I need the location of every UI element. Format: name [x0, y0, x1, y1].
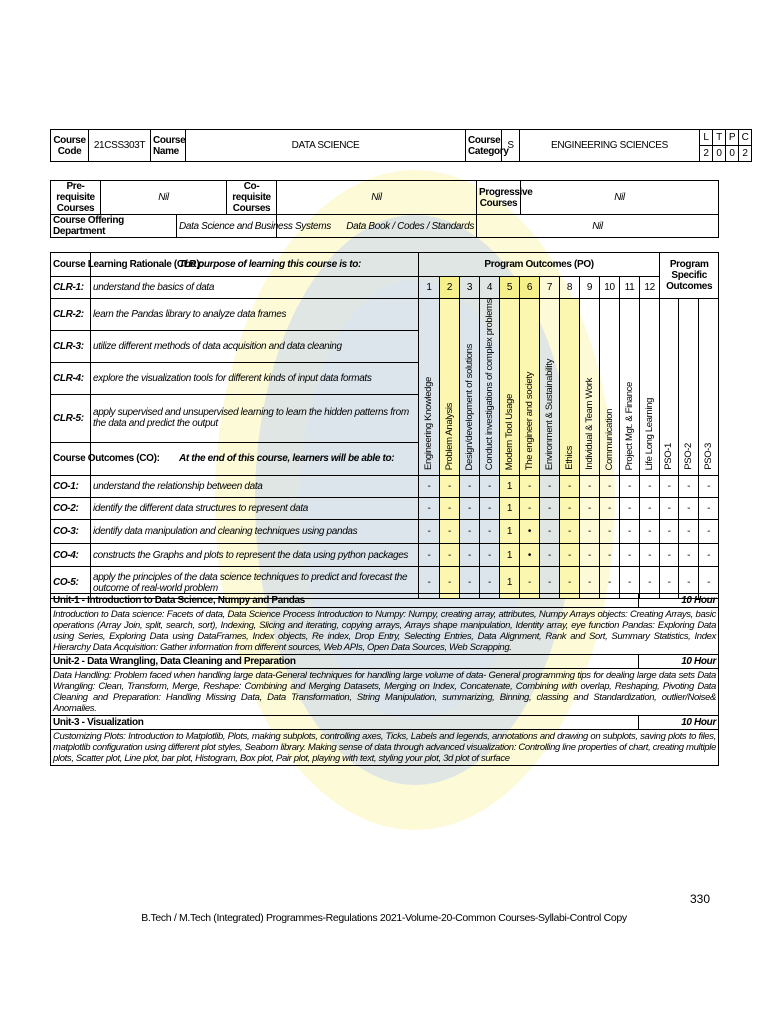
progressive-label: Progressive Courses	[477, 181, 521, 215]
prereq-value: Nil	[101, 181, 227, 215]
course-name: DATA SCIENCE	[186, 130, 466, 162]
po-name: Design/development of solutions	[463, 343, 475, 471]
unit-description-row	[51, 669, 719, 716]
databook-label: Data Book / Codes / Standards	[277, 215, 477, 238]
co-mapping-cell: -	[419, 567, 440, 599]
clr-text: utilize different methods of data acquisition and data cleaning	[91, 331, 419, 363]
pso-name: PSO-2	[682, 443, 694, 471]
po-name: Modern Tool Usage	[503, 393, 515, 471]
course-outcomes-rows	[51, 476, 719, 599]
co-mapping-cell: -	[440, 567, 460, 599]
co-mapping-cell: -	[480, 498, 500, 520]
co-mapping-cell: -	[480, 567, 500, 599]
unit-description: Data Handling: Problem faced when handling large data-General techniques for handling large volume of data- General programming tips for dealing large data sets Data Wrangling: Clean, Transform, Merge, Reshape: Combining and Merging Datasets, Merging on Index, Concatenate, Combining with overlap, Reshaping, Pivoting Data Cleaning and Preparation: Handling Missing Data, Data Transformation, String Manipulation, summarizing, Binning, classing and Standardization, outlier/Noise& Anomalies.	[51, 669, 719, 716]
co-mapping-cell: -	[699, 567, 719, 599]
po-name: Project Mgt. & Finance	[623, 381, 635, 471]
page-footer: B.Tech / M.Tech (Integrated) Programmes-Regulations 2021-Volume-20-Common Courses-Syllabi-Control Copy	[141, 912, 627, 924]
co-text: identify the different data structures to represent data	[91, 498, 419, 520]
unit-hours: 10 Hour	[639, 716, 719, 730]
co-row	[51, 544, 719, 567]
po-name: Ethics	[563, 446, 575, 471]
co-mapping-cell: -	[419, 544, 440, 567]
po-number: 10	[600, 277, 620, 299]
unit-header-row	[51, 655, 719, 669]
po-number: 4	[480, 277, 500, 299]
co-mapping-cell: -	[640, 544, 660, 567]
co-id: CO-2:	[51, 498, 91, 520]
co-mapping-cell: -	[480, 544, 500, 567]
co-mapping-cell: -	[460, 567, 480, 599]
co-mapping-cell: -	[460, 476, 480, 498]
co-mapping-cell: -	[419, 498, 440, 520]
co-mapping-cell: -	[640, 520, 660, 544]
co-mapping-cell: -	[560, 544, 580, 567]
co-mapping-cell: -	[520, 476, 540, 498]
co-mapping-cell: -	[620, 520, 640, 544]
co-mapping-cell: -	[540, 567, 560, 599]
co-mapping-cell: -	[580, 544, 600, 567]
unit-title: Unit-2 - Data Wrangling, Data Cleaning and Preparation	[51, 655, 639, 669]
co-id: CO-4:	[51, 544, 91, 567]
clr-id: CLR-3:	[51, 331, 91, 363]
co-mapping-cell: -	[660, 498, 679, 520]
page-number: 330	[690, 892, 711, 906]
co-mapping-cell: -	[699, 476, 719, 498]
unit-header-row	[51, 716, 719, 730]
co-mapping-cell: -	[580, 567, 600, 599]
unit-title: Unit-1 - Introduction to Data Science, Numpy and Pandas	[51, 594, 639, 608]
co-mapping-cell: -	[419, 520, 440, 544]
co-mapping-cell: -	[440, 476, 460, 498]
co-mapping-cell: -	[679, 476, 699, 498]
pso-title: Program Specific Outcomes	[660, 253, 719, 299]
co-mapping-cell: -	[660, 544, 679, 567]
co-mapping-cell: -	[640, 567, 660, 599]
po-number: 8	[560, 277, 580, 299]
co-mapping-cell: -	[600, 520, 620, 544]
po-number: 12	[640, 277, 660, 299]
po-number: 3	[460, 277, 480, 299]
co-mapping-cell: -	[460, 498, 480, 520]
co-mapping-cell: -	[660, 520, 679, 544]
co-mapping-cell: 1	[500, 520, 520, 544]
ltpc-label-l: L	[700, 130, 713, 146]
clr-id: CLR-4:	[51, 363, 91, 395]
co-mapping-cell: -	[660, 476, 679, 498]
co-mapping-cell: -	[640, 498, 660, 520]
prerequisites-table	[50, 180, 719, 238]
outcomes-matrix-table	[50, 252, 719, 599]
pso-name: PSO-1	[663, 443, 675, 471]
coreq-value: Nil	[277, 181, 477, 215]
units-table	[50, 593, 719, 766]
co-mapping-cell: -	[460, 544, 480, 567]
co-mapping-cell: 1	[500, 498, 520, 520]
databook-value: Nil	[477, 215, 719, 238]
co-mapping-cell: -	[620, 476, 640, 498]
co-mapping-cell: 1	[500, 476, 520, 498]
ltpc-value-p: 0	[726, 146, 739, 162]
po-name: Conduct investigations of complex problems	[483, 299, 495, 471]
co-mapping-cell: -	[560, 476, 580, 498]
co-mapping-cell: -	[480, 476, 500, 498]
clr-header-label: Course Learning Rationale (CLR):	[51, 253, 91, 277]
co-mapping-cell: -	[620, 567, 640, 599]
ltpc-value-c: 2	[739, 146, 752, 162]
co-mapping-cell: 1	[500, 544, 520, 567]
co-mapping-cell: -	[580, 498, 600, 520]
prereq-label: Pre-requisite Courses	[51, 181, 101, 215]
po-number: 5	[500, 277, 520, 299]
co-mapping-cell: -	[640, 476, 660, 498]
unit-hours: 10 Hour	[639, 594, 719, 608]
clr-id: CLR-5:	[51, 395, 91, 442]
co-id: CO-5:	[51, 567, 91, 599]
co-mapping-cell: -	[620, 544, 640, 567]
clr-text: understand the basics of data	[91, 277, 419, 299]
course-code-label: Course Code	[51, 130, 89, 162]
co-mapping-cell: -	[520, 498, 540, 520]
course-header-table	[50, 129, 752, 162]
po-title: Program Outcomes (PO)	[419, 253, 660, 277]
co-mapping-cell: -	[600, 544, 620, 567]
po-name: Problem Analysis	[443, 402, 455, 471]
co-mapping-cell: -	[440, 498, 460, 520]
co-mapping-cell: -	[540, 520, 560, 544]
po-name: Individual & Team Work	[583, 378, 595, 471]
unit-description-row	[51, 730, 719, 766]
co-mapping-cell: -	[460, 520, 480, 544]
po-name: Communication	[603, 408, 615, 471]
co-mapping-cell: -	[679, 567, 699, 599]
co-id: CO-1:	[51, 476, 91, 498]
po-name: Life Long Learning	[643, 397, 655, 471]
co-id: CO-3:	[51, 520, 91, 544]
co-mapping-cell: -	[419, 476, 440, 498]
course-name-label: Course Name	[151, 130, 186, 162]
co-mapping-cell: -	[699, 498, 719, 520]
clr-text: learn the Pandas library to analyze data frames	[91, 299, 419, 331]
co-mapping-cell: -	[699, 544, 719, 567]
po-number: 1	[419, 277, 440, 299]
co-mapping-cell: -	[620, 498, 640, 520]
unit-title: Unit-3 - Visualization	[51, 716, 639, 730]
po-number: 7	[540, 277, 560, 299]
co-mapping-cell: -	[440, 544, 460, 567]
co-row	[51, 476, 719, 498]
co-mapping-cell: •	[520, 520, 540, 544]
clr-text: apply supervised and unsupervised learning to learn the hidden patterns from the data and predict the output	[91, 395, 419, 442]
course-category: ENGINEERING SCIENCES	[520, 130, 700, 162]
clr-text: explore the visualization tools for different kinds of input data formats	[91, 363, 419, 395]
co-mapping-cell: -	[600, 498, 620, 520]
clr-id: CLR-1:	[51, 277, 91, 299]
co-mapping-cell: -	[580, 520, 600, 544]
co-text: understand the relationship between data	[91, 476, 419, 498]
co-mapping-cell: -	[560, 567, 580, 599]
unit-header-row	[51, 594, 719, 608]
offering-dept-value: Data Science and Business Systems	[177, 215, 277, 238]
co-mapping-cell: -	[520, 567, 540, 599]
po-name: Engineering Knowledge	[423, 377, 434, 471]
unit-description-row	[51, 608, 719, 655]
co-mapping-cell: -	[540, 544, 560, 567]
po-name: The engineer and society	[523, 371, 535, 471]
co-text: apply the principles of the data science techniques to predict and forecast the outcome of real-world problem	[91, 567, 419, 599]
coreq-label: Co- requisite Courses	[227, 181, 277, 215]
co-mapping-cell: -	[679, 544, 699, 567]
ltpc-value-t: 0	[713, 146, 726, 162]
co-header-purpose: At the end of this course, learners will be able to:	[91, 442, 419, 476]
co-row	[51, 520, 719, 544]
co-mapping-cell: -	[600, 476, 620, 498]
po-number: 2	[440, 277, 460, 299]
co-header-label: Course Outcomes (CO):	[51, 442, 91, 476]
po-name: Environment & Sustainability	[543, 359, 555, 471]
unit-description: Introduction to Data science: Facets of data, Data Science Process Introduction to Numpy: Numpy, creating array, attributes, Numpy Arrays objects: Creating Arrays, basic operations (Array Join, split, search, sort), Indexing, Slicing and iterating, copying arrays, Arrays shape manipulation, Identity array, eye function Pandas: Exploring Data using Series, Exploring Data using DataFrames, Index objects, Re index, Drop Entry, Selecting Entries, Data Alignment, Rank and Sort, Summary Statistics, Index Hierarchy Data Acquisition: Gather information from different sources, Web APIs, Open Data Sources, Web Scrapping.	[51, 608, 719, 655]
clr-header-purpose: The purpose of learning this course is to:	[91, 253, 419, 277]
co-mapping-cell: -	[480, 520, 500, 544]
pso-name: PSO-3	[702, 443, 714, 471]
course-category-code: S	[502, 130, 520, 162]
ltpc-label-t: T	[713, 130, 726, 146]
co-mapping-cell: -	[540, 498, 560, 520]
ltpc-label-c: C	[739, 130, 752, 146]
co-row	[51, 498, 719, 520]
co-mapping-cell: -	[679, 498, 699, 520]
co-mapping-cell: -	[699, 520, 719, 544]
po-number: 11	[620, 277, 640, 299]
co-mapping-cell: -	[600, 567, 620, 599]
co-mapping-cell: -	[540, 476, 560, 498]
ltpc-label-p: P	[726, 130, 739, 146]
unit-hours: 10 Hour	[639, 655, 719, 669]
progressive-value: Nil	[521, 181, 719, 215]
co-mapping-cell: -	[440, 520, 460, 544]
co-mapping-cell: -	[560, 498, 580, 520]
co-text: constructs the Graphs and plots to represent the data using python packages	[91, 544, 419, 567]
po-number: 9	[580, 277, 600, 299]
clr-id: CLR-2:	[51, 299, 91, 331]
unit-description: Customizing Plots: Introduction to Matplotlib, Plots, making subplots, controlling axes, Ticks, Labels and legends, annotations and drawing on subplots, saving plots to files, matplotlib configuration using different plot styles, Seaborn library. Making sense of data through advanced visualization: Controlling line properties of chart, creating multiple plots, Scatter plot, Line plot, bar plot, Histogram, Box plot, Pair plot, playing with text, styling your plot, 3d plot of surface	[51, 730, 719, 766]
po-number: 6	[520, 277, 540, 299]
course-category-label: Course Category	[466, 130, 502, 162]
course-code: 21CSS303T	[89, 130, 151, 162]
co-mapping-cell: -	[679, 520, 699, 544]
co-mapping-cell: -	[660, 567, 679, 599]
co-mapping-cell: 1	[500, 567, 520, 599]
co-mapping-cell: -	[560, 520, 580, 544]
co-text: identify data manipulation and cleaning techniques using pandas	[91, 520, 419, 544]
offering-dept-label: Course Offering Department	[51, 215, 177, 238]
co-mapping-cell: -	[580, 476, 600, 498]
co-mapping-cell: •	[520, 544, 540, 567]
ltpc-value-l: 2	[700, 146, 713, 162]
